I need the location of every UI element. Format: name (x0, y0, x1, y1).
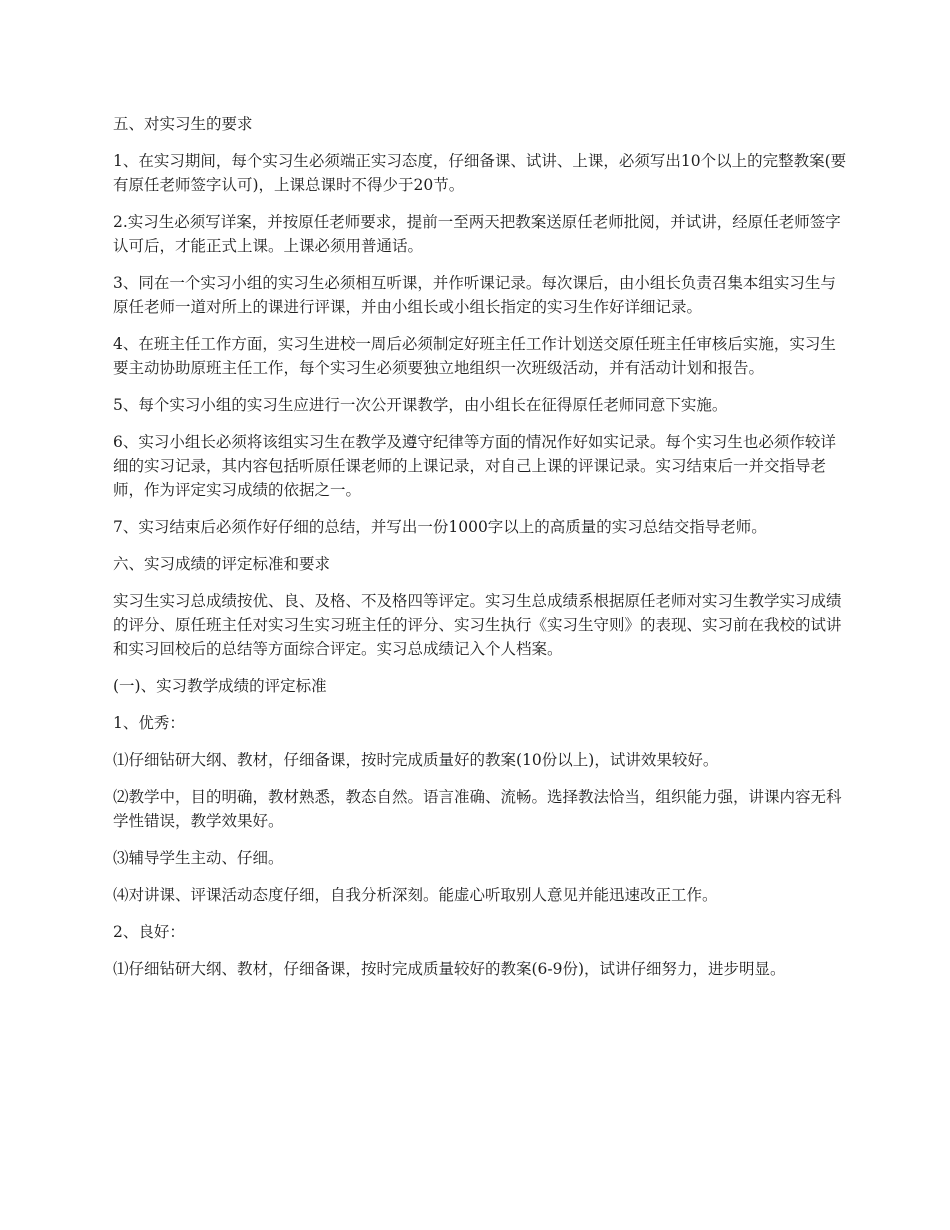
paragraph-requirement-1: 1、在实习期间，每个实习生必须端正实习态度，仔细备课、试讲、上课，必须写出10个以上的完整教案(要有原任老师签字认可)，上课总课时不得少于20节。 (113, 152, 847, 194)
grade-heading-good: 2、良好： (113, 923, 185, 941)
criterion-excellent-3: ⑶辅导学生主动、仔细。 (113, 849, 284, 867)
paragraph-requirement-6: 6、实习小组长必须将该组实习生在教学及遵守纪律等方面的情况作好如实记录。每个实习生也必须作较详细的实习记录，其内容包括听原任课老师的上课记录，对自己上课的评课记录。实习结束后一并交指导老师，作为评定实习成绩的依据之一。 (113, 433, 836, 499)
paragraph-requirement-2: 2.实习生必须写详案，并按原任老师要求，提前一至两天把教案送原任老师批阅，并试讲，经原任老师签字认可后，才能正式上课。上课必须用普通话。 (113, 213, 841, 255)
paragraph-requirement-5: 5、每个实习小组的实习生应进行一次公开课教学，由小组长在征得原任老师同意下实施。 (113, 396, 728, 414)
paragraph-grading-overview: 实习生实习总成绩按优、良、及格、不及格四等评定。实习生总成绩系根据原任老师对实习生教学实习成绩的评分、原任班主任对实习生实习班主任的评分、实习生执行《实习生守则》的表现、实习前在我校的试讲和实习回校后的总结等方面综合评定。实习总成绩记入个人档案。 (113, 592, 842, 658)
criterion-excellent-1: ⑴仔细钻研大纲、教材，仔细备课，按时完成质量好的教案(10份以上)，试讲效果较好。 (113, 751, 719, 769)
criterion-excellent-4: ⑷对讲课、评课活动态度仔细，自我分析深刻。能虚心听取别人意见并能迅速改正工作。 (113, 886, 718, 904)
criterion-good-1: ⑴仔细钻研大纲、教材，仔细备课，按时完成质量较好的教案(6-9份)，试讲仔细努力，进步明显。 (113, 960, 786, 978)
section-heading-requirements: 五、对实习生的要求 (113, 115, 253, 133)
subsection-heading-teaching-standard: (一)、实习教学成绩的评定标准 (113, 677, 327, 695)
section-heading-grading: 六、实习成绩的评定标准和要求 (113, 555, 331, 573)
document-body (113, 112, 848, 994)
criterion-excellent-2: ⑵教学中，目的明确，教材熟悉，教态自然。语言准确、流畅。选择教法恰当，组织能力强，讲课内容无科学性错误，教学效果好。 (113, 788, 842, 830)
grade-heading-excellent: 1、优秀： (113, 714, 185, 732)
paragraph-requirement-7: 7、实习结束后必须作好仔细的总结，并写出一份1000字以上的高质量的实习总结交指导老师。 (113, 518, 767, 536)
paragraph-requirement-3: 3、同在一个实习小组的实习生必须相互听课，并作听课记录。每次课后，由小组长负责召集本组实习生与原任老师一道对所上的课进行评课，并由小组长或小组长指定的实习生作好详细记录。 (113, 274, 836, 316)
paragraph-requirement-4: 4、在班主任工作方面，实习生进校一周后必须制定好班主任工作计划送交原任班主任审核后实施，实习生要主动协助原班主任工作，每个实习生必须要独立地组织一次班级活动，并有活动计划和报告。 (113, 335, 836, 377)
